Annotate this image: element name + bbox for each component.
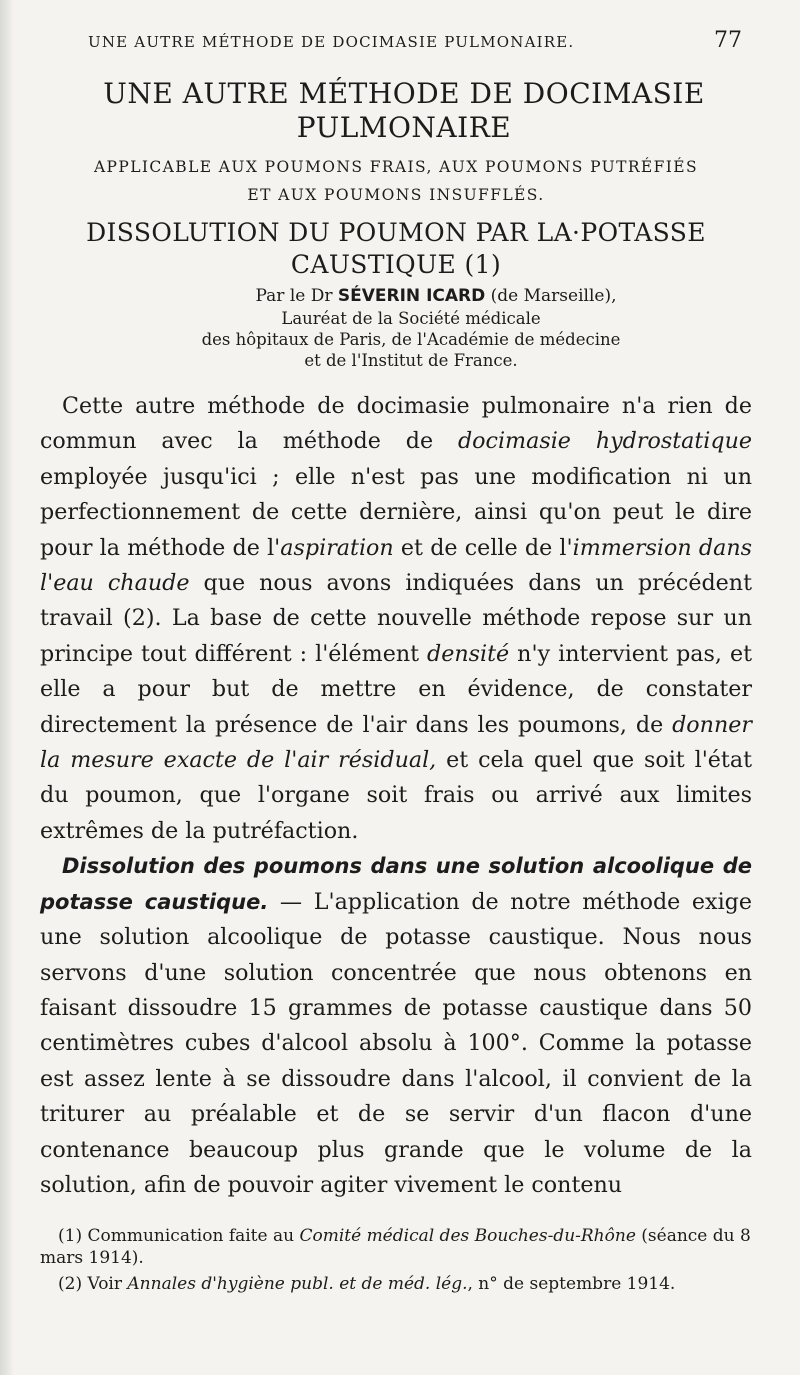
scan-edge-shadow (0, 0, 14, 1375)
running-title: UNE AUTRE MÉTHODE DE DOCIMASIE PULMONAIRE. (88, 33, 575, 51)
p1-text-d: que nous avons indiquées dans un précédent travail (2). La base de cette nouvelle méthode repose sur un principe tout différent : l'élément (40, 570, 752, 667)
p1-italic-5: donner la mesure exacte de l'air résidual, (40, 711, 752, 774)
paragraph-1 (40, 389, 752, 849)
byline-prefix: Par le Dr (255, 286, 333, 306)
p1-italic-1: docimasie hydrostatique (457, 428, 752, 455)
fn2-text-a: (2) Voir (58, 1274, 128, 1295)
fn2-italic: Annales d'hygiène publ. et de méd. lég. (127, 1274, 468, 1295)
article-title: UNE AUTRE MÉTHODE DE DOCIMASIE PULMONAIRE (103, 77, 705, 144)
p1-text-c: et de celle de l' (393, 534, 573, 561)
article-body (40, 389, 752, 1203)
affiliation-line-3: et de l'Institut de France. (304, 351, 518, 370)
fn2-text-b: , n° de septembre 1914. (467, 1274, 676, 1295)
byline (40, 285, 752, 308)
p2-text: — L'application de notre méthode exige une solution alcoolique de potasse caustique. Nous nous servons d'une solution concentrée que nous obtenons en faisant dissoudre 15 grammes de potasse caustique dans 50 centimètres cubes d'alcool absolu à 100°. Comme la potasse est assez lente à se dissoudre dans l'alcool, il convient de la triturer au préalable et de se servir d'un flacon d'une contenance beaucoup plus grande que le volume de la solution, afin de pouvoir agiter vivement le contenu (40, 888, 752, 1198)
running-header (88, 28, 752, 53)
p1-italic-4: densité (427, 640, 510, 667)
p1-text-e: n'y intervient pas, et elle a pour but de mettre en évidence, de constater directement la présence de l'air dans les poumons, de (40, 640, 752, 738)
fn1-text-b: (séance du 8 mars 1914). (40, 1226, 751, 1269)
subtitle-line-2: ET AUX POUMONS INSUFFLÉS. (247, 186, 545, 204)
affiliation-line-1: Lauréat de la Société médicale (281, 309, 541, 328)
byline-suffix: (de Marseille), (490, 286, 617, 306)
footnote-2 (40, 1273, 752, 1295)
article-title-2: DISSOLUTION DU POUMON PAR LA·POTASSE CAUSTIQUE (1) (86, 218, 706, 279)
section-subheading: Dissolution des poumons dans une solution alcoolique de potasse caustique. (40, 854, 752, 914)
footnotes (40, 1225, 752, 1295)
p1-italic-2: aspiration (280, 534, 394, 561)
fn1-italic: Comité médical des Bouches-du-Rhône (299, 1226, 636, 1247)
author-name: SÉVERIN ICARD (337, 286, 486, 306)
affiliation-line-2: des hôpitaux de Paris, de l'Académie de médecine (201, 330, 621, 349)
fn1-text-a: (1) Communication faite au (58, 1226, 300, 1247)
paragraph-2 (40, 849, 752, 1203)
page-number: 77 (714, 28, 742, 53)
footnote-1 (40, 1225, 752, 1269)
document-page (40, 28, 752, 1299)
p1-text-f: et cela quel que soit l'état du poumon, que l'organe soit frais ou arrivé aux limites extrêmes de la putréfaction. (40, 747, 752, 844)
p1-italic-3: immersion dans l'eau chaude (40, 534, 752, 597)
author-affiliation (40, 308, 752, 371)
p1-text-a: Cette autre méthode de docimasie pulmonaire n'a rien de commun avec la méthode de (40, 393, 752, 455)
p1-text-b: employée jusqu'ici ; elle n'est pas une modification ni un perfectionnement de cette dernière, ainsi qu'on peut le dire pour la méthode de l' (40, 463, 752, 561)
subtitle-line-1: APPLICABLE AUX POUMONS FRAIS, AUX POUMONS PUTRÉFIÉS (93, 158, 699, 176)
article-subtitle (40, 153, 752, 209)
